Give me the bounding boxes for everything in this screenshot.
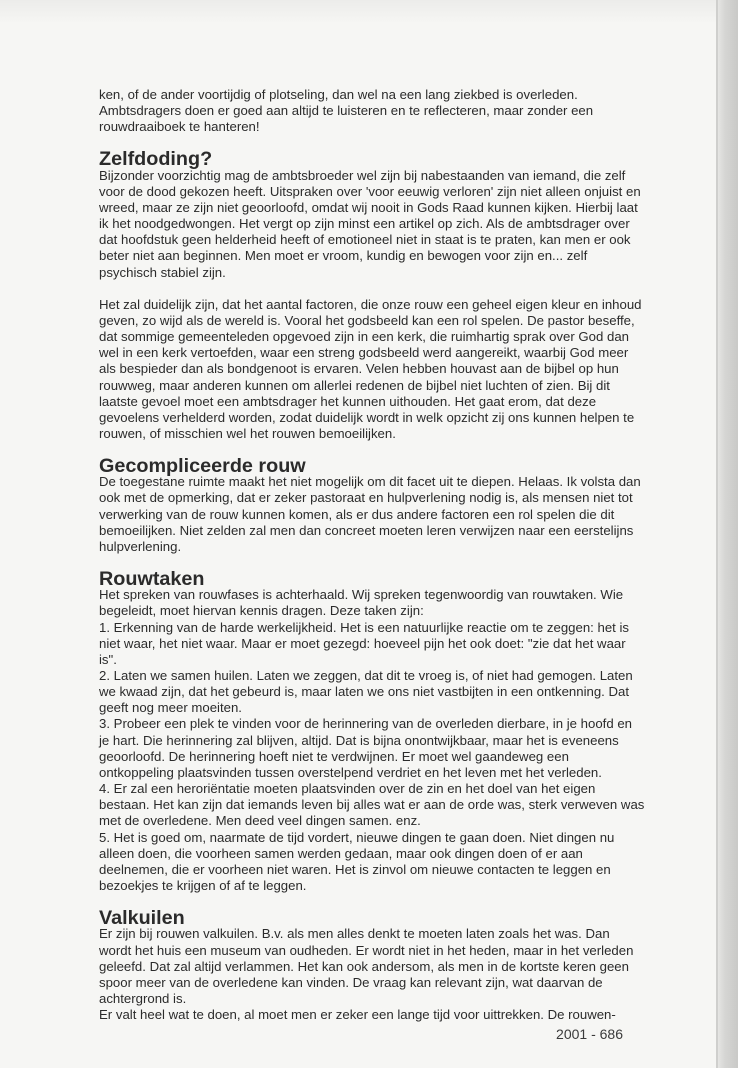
- paragraph: Het spreken van rouwfases is achterhaald. Wij spreken tegenwoordig van rouwtaken. Wie begeleidt, moet hiervan kennis dragen. Deze taken zijn:: [99, 587, 624, 619]
- list-item: 2. Laten we samen huilen. Laten we zeggen, dat dit te vroeg is, of niet had gemogen. Laten we kwaad zijn, dat het gebeurd is, maar laten we ons niet vastbijten in een ontkenning. Dat geeft nog meer moeiten.: [99, 668, 633, 716]
- list-item: 5. Het is goed om, naarmate de tijd vordert, nieuwe dingen te gaan doen. Niet dingen nu alleen doen, die voorheen samen werden gedaan, maar ook dingen doen of er aan deelnemen, die er voorheen niet waren. Het is zinvol om nieuwe contacten te leggen en bezoekjes te krijgen of af te leggen.: [99, 829, 615, 894]
- heading-gecompliceerde-rouw: Gecompliceerde rouw: [99, 455, 306, 478]
- list-item: 3. Probeer een plek te vinden voor de herinnering van de overleden dierbare, in je hoofd en je hart. Die herinnering zal blijven, altijd. Dat is bijna onontwijkbaar, maar het is eveneens geoorloofd. De herinnering hoeft niet te verdwijnen. Er moet wel gaandeweg een ontkoppeling plaatsvinden tussen overstelpend verdriet en het leven met het verleden.: [99, 716, 632, 780]
- list-item: 4. Er zal een heroriëntatie moeten plaatsvinden over de zin en het doel van het eigen bestaan. Het kan zijn dat iemands leven bij alles wat er aan de orde was, sterk verweven was met de overledene. Men deed veel dingen samen. enz.: [99, 781, 645, 829]
- list-item: 1. Erkenning van de harde werkelijkheid. Het is een natuurlijke reactie om te zeggen: het is niet waar, het niet waar. Maar er moet gezegd: hoeveel pijn het ook doet: "zie dat het waar is".: [99, 619, 629, 667]
- heading-zelfdoding: Zelfdoding?: [99, 148, 213, 171]
- paragraph: Het zal duidelijk zijn, dat het aantal factoren, die onze rouw een geheel eigen kleur en inhoud geven, zo wijd als de wereld is. Vooral het godsbeeld kan een rol spelen. De pastor beseffe, dat sommige gemeenteleden opgevoed zijn in een kerk, die ruimhartig sprak over God dan wel in een kerk vertoefden, waar een streng godsbeeld werd aangereikt, waarbij God meer als bespieder dan als bondgenoot is ervaren. Velen hebben houvast aan de bijbel op hun rouwweg, maar anderen kunnen om allerlei redenen de bijbel niet luchten of zien. Bij dit laatste gevoel moet een ambtsdrager het kunnen uithouden. Het gaat erom, dat deze gevoelens verhelderd worden, zodat duidelijk wordt in welk opzicht zij ons kunnen helpen te rouwen, of misschien wel het rouwen bemoeilijken.: [99, 296, 642, 441]
- paragraph: Er valt heel wat te doen, al moet men er zeker een lange tijd voor uittrekken. De rouwen-: [99, 1007, 616, 1023]
- heading-rouwtaken: Rouwtaken: [99, 568, 205, 591]
- paragraph: Bijzonder voorzichtig mag de ambtsbroeder wel zijn bij nabestaanden van iemand, die zelf voor de dood gekozen heeft. Uitspraken over 'voor eeuwig verloren' zijn niet alleen onjuist en wreed, maar ze zijn niet geoorloofd, omdat wij nooit in Gods Raad kunnen kijken. Hierbij laat ik het noodgedwongen. Het vergt op zijn minst een artikel op zich. Als de ambtsdrager over dat hoofdstuk geen helderheid heeft of emotioneel niet in staat is te praten, kan men er ook beter niet aan beginnen. Men moet er vroom, kundig en bewogen voor zijn en... zelf psychisch stabiel zijn.: [99, 167, 641, 280]
- page-number: 2001 - 686: [556, 1026, 623, 1042]
- book-binding-edge: [716, 0, 738, 1068]
- paragraph: De toegestane ruimte maakt het niet mogelijk om dit facet uit te diepen. Helaas. Ik volsta dan ook met de opmerking, dat er zeker pastoraat en hulpverlening nodig is, als mensen niet tot verwerking van de rouw kunnen komen, als er dus andere factoren een rol spelen die dit bemoeilijken. Niet zelden zal men dan concreet moeten leren verwijzen naar een eerstelijns hulpverlening.: [99, 474, 641, 554]
- page-top-shadow: [0, 0, 716, 24]
- article-body: [99, 87, 645, 1023]
- paragraph: Er zijn bij rouwen valkuilen. B.v. als men alles denkt te moeten laten zoals het was. Dan wordt het huis een museum van oudheden. Er wordt niet in het heden, maar in het verleden geleefd. Dat zal altijd verlammen. Het kan ook andersom, als men in de kortste keren geen spoor meer van de overledene kan vinden. De vraag kan relevant zijn, wat daarvan de achtergrond is.: [99, 926, 634, 1006]
- heading-valkuilen: Valkuilen: [99, 907, 185, 930]
- intro-paragraph: ken, of de ander voortijdig of plotseling, dan wel na een lang ziekbed is overleden. Ambtsdragers doen er goed aan altijd te luisteren en te reflecteren, maar zonder een rouwdraaiboek te hanteren!: [99, 87, 594, 135]
